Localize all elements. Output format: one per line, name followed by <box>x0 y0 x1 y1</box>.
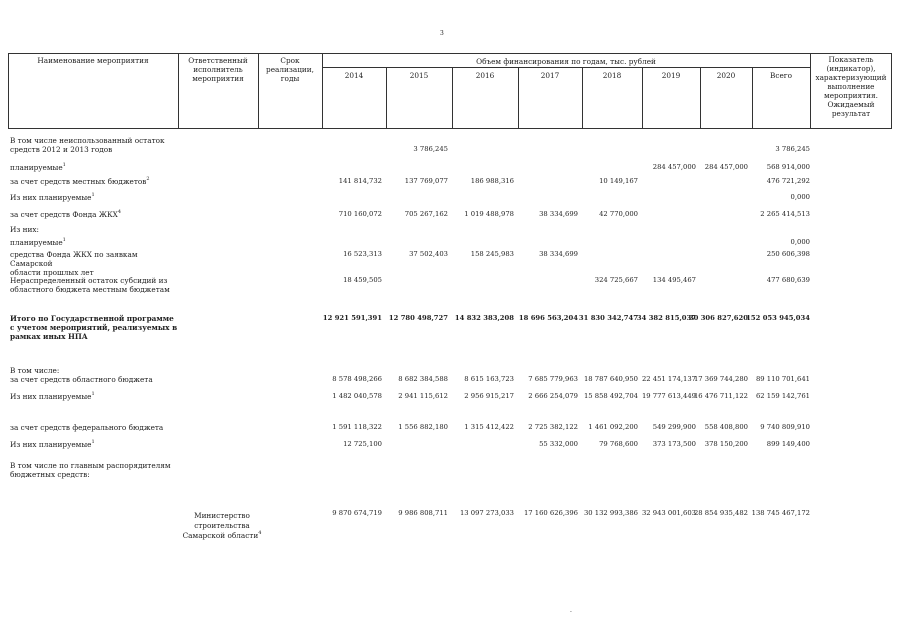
value-cell: 284 457,000 <box>652 163 696 171</box>
value-cell: 28 854 935,482 <box>693 509 748 517</box>
header-year: 2015 <box>409 71 429 80</box>
value-cell: 16 476 711,122 <box>693 392 748 400</box>
page-number: 3 <box>440 30 444 37</box>
value-cell: 7 685 779,963 <box>528 375 578 383</box>
row-label: Итого по Государственной программе с учетом мероприятий, реализуемых в рамках иных НПА <box>10 314 178 341</box>
value-cell: 30 132 993,386 <box>583 509 638 517</box>
header-year: 2014 <box>344 71 364 80</box>
value-cell: 284 457,000 <box>704 163 748 171</box>
value-cell: 2 941 115,612 <box>398 392 448 400</box>
value-cell: 3 786,245 <box>775 145 810 153</box>
value-cell: 1 591 118,322 <box>332 423 382 431</box>
value-cell: 8 578 498,266 <box>332 375 382 383</box>
value-cell: 13 097 273,033 <box>459 509 514 517</box>
value-cell: 18 696 563,204 <box>518 314 578 322</box>
value-cell: 32 943 001,603 <box>641 509 696 517</box>
value-cell: 549 299,900 <box>652 423 696 431</box>
value-cell: 55 332,000 <box>539 440 578 448</box>
value-cell: 1 461 092,200 <box>588 423 638 431</box>
value-cell: 0,000 <box>790 193 810 201</box>
value-cell: 899 149,400 <box>766 440 810 448</box>
value-cell: 9 986 808,711 <box>398 509 448 517</box>
value-cell: 30 306 827,620 <box>688 314 748 322</box>
value-cell: 558 408,800 <box>704 423 748 431</box>
value-cell: 38 334,699 <box>539 210 578 218</box>
value-cell: 18 459,505 <box>343 276 382 284</box>
value-cell: 705 267,162 <box>404 210 448 218</box>
value-cell: 1 556 882,180 <box>398 423 448 431</box>
value-cell: 1 315 412,422 <box>464 423 514 431</box>
value-cell: 37 502,403 <box>409 250 448 258</box>
header-year: Всего <box>770 71 792 80</box>
value-cell: 2 725 382,122 <box>528 423 578 431</box>
value-cell: 2 956 915,217 <box>464 392 514 400</box>
value-cell: 12 725,100 <box>343 440 382 448</box>
header-year: 2016 <box>475 71 495 80</box>
header-year: 2019 <box>661 71 681 80</box>
value-cell: 31 830 342,747 <box>578 314 638 322</box>
value-cell: 477 680,639 <box>766 276 810 284</box>
row-label: за счет средств местных бюджетов$^2$ <box>10 176 150 186</box>
value-cell: 38 334,699 <box>539 250 578 258</box>
value-cell: 62 159 142,761 <box>755 392 810 400</box>
value-cell: 16 523,313 <box>343 250 382 258</box>
value-cell: 14 832 383,208 <box>454 314 514 322</box>
value-cell: 710 160,072 <box>338 210 382 218</box>
row-label: Из них: <box>10 225 39 234</box>
value-cell: 138 745 467,172 <box>751 509 810 517</box>
row-label: Из них планируемые$^1$ <box>10 192 95 202</box>
value-cell: 42 770,000 <box>599 210 638 218</box>
value-cell: 2 666 254,079 <box>528 392 578 400</box>
row-label: за счет средств Фонда ЖКХ$^4$ <box>10 209 122 219</box>
value-cell: 8 615 163,723 <box>464 375 514 383</box>
header-year: 2017 <box>540 71 560 80</box>
header-responsible: Ответственный исполнитель мероприятия <box>188 56 248 83</box>
value-cell: 186 988,316 <box>470 177 514 185</box>
value-cell: 324 725,667 <box>594 276 638 284</box>
value-cell: 22 451 174,137 <box>641 375 696 383</box>
row-label: В том числе: за счет средств областного бюджета <box>10 366 153 384</box>
value-cell: 8 682 384,588 <box>398 375 448 383</box>
header-funding: Объем финансирования по годам, тыс. рублей <box>476 57 656 66</box>
row-label: Нераспределенный остаток субсидий из областного бюджета местным бюджетам <box>10 276 170 294</box>
row-label: за счет средств федерального бюджета <box>10 423 164 432</box>
row-label: В том числе по главным распорядителям бюджетных средств: <box>10 461 171 479</box>
value-cell: 9 870 674,719 <box>332 509 382 517</box>
value-cell: 158 245,983 <box>470 250 514 258</box>
row-label: Из них планируемые$^1$ <box>10 391 95 401</box>
header-year: 2018 <box>602 71 622 80</box>
value-cell: 568 914,000 <box>766 163 810 171</box>
ministry-label: Министерство строительства Самарской области$^4$ <box>182 511 262 540</box>
value-cell: 137 769,077 <box>404 177 448 185</box>
header-term: Срок реализации, годы <box>266 56 314 83</box>
header-name: Наименование мероприятия <box>37 56 149 65</box>
value-cell: 12 780 498,727 <box>388 314 448 322</box>
value-cell: 152 053 945,034 <box>746 314 810 322</box>
value-cell: 89 110 701,641 <box>755 375 810 383</box>
value-cell: 34 382 815,037 <box>636 314 696 322</box>
value-cell: 134 495,467 <box>652 276 696 284</box>
row-label: планируемые$^1$ <box>10 237 66 247</box>
value-cell: 10 149,167 <box>599 177 638 185</box>
value-cell: 17 160 626,396 <box>523 509 578 517</box>
page-mark: . <box>570 607 572 614</box>
value-cell: 15 858 492,704 <box>583 392 638 400</box>
value-cell: 17 369 744,280 <box>693 375 748 383</box>
value-cell: 2 265 414,513 <box>760 210 810 218</box>
value-cell: 141 814,732 <box>338 177 382 185</box>
value-cell: 250 606,398 <box>766 250 810 258</box>
value-cell: 9 740 809,910 <box>760 423 810 431</box>
value-cell: 18 787 640,950 <box>583 375 638 383</box>
row-label: планируемые$^1$ <box>10 162 66 172</box>
value-cell: 1 019 488,978 <box>464 210 514 218</box>
value-cell: 373 173,500 <box>652 440 696 448</box>
header-year: 2020 <box>716 71 736 80</box>
value-cell: 12 921 591,391 <box>322 314 382 322</box>
value-cell: 79 768,600 <box>599 440 638 448</box>
header-indicator: Показатель (индикатор), характеризующий выполнение мероприятия. Ожидаемый результат <box>815 55 887 118</box>
row-label: средства Фонда ЖКХ по заявкам Самарской области прошлых лет <box>10 250 138 277</box>
value-cell: 1 482 040,578 <box>332 392 382 400</box>
row-label: В том числе неиспользованный остаток средств 2012 и 2013 годов <box>10 136 165 154</box>
value-cell: 378 150,200 <box>704 440 748 448</box>
value-cell: 476 721,292 <box>766 177 810 185</box>
value-cell: 0,000 <box>790 238 810 246</box>
value-cell: 19 777 613,449 <box>641 392 696 400</box>
value-cell: 3 786,245 <box>413 145 448 153</box>
row-label: Из них планируемые$^1$ <box>10 439 95 449</box>
